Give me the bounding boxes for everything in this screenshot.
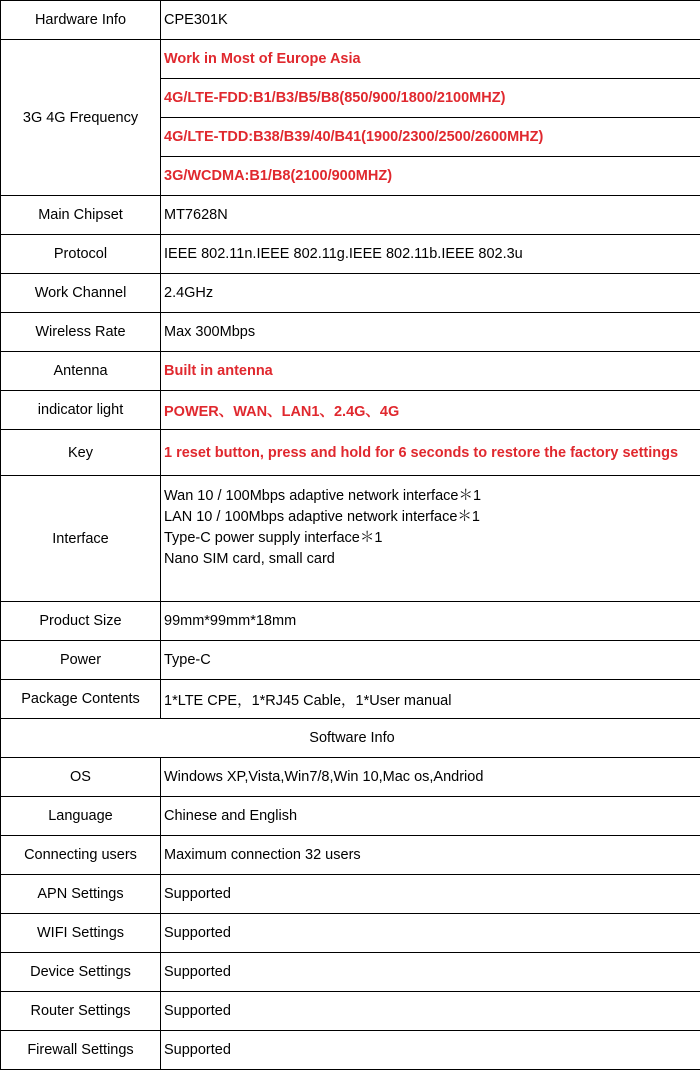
antenna-value: Built in antenna (161, 352, 700, 391)
product-size-label: Product Size (1, 602, 161, 641)
firewall-settings-label: Firewall Settings (1, 1031, 161, 1070)
connecting-users-label: Connecting users (1, 836, 161, 875)
indicator-light-label: indicator light (1, 391, 161, 430)
row-language (1, 797, 700, 836)
antenna-label: Antenna (1, 352, 161, 391)
work-channel-label: Work Channel (1, 274, 161, 313)
row-antenna (1, 352, 700, 391)
apn-settings-label: APN Settings (1, 875, 161, 914)
row-software-info (1, 719, 700, 758)
power-label: Power (1, 641, 161, 680)
router-settings-label: Router Settings (1, 992, 161, 1031)
row-hardware-info (1, 1, 700, 40)
apn-settings-value: Supported (161, 875, 700, 914)
frequency-line-fdd: 4G/LTE-FDD:B1/B3/B5/B8(850/900/1800/2100MHZ) (161, 79, 700, 118)
row-firewall-settings (1, 1031, 700, 1070)
power-value: Type-C (161, 641, 700, 680)
row-interface (1, 476, 700, 602)
row-frequency (1, 40, 700, 79)
wireless-rate-label: Wireless Rate (1, 313, 161, 352)
row-wifi-settings (1, 914, 700, 953)
interface-value (161, 476, 700, 602)
row-wireless-rate (1, 313, 700, 352)
row-main-chipset (1, 196, 700, 235)
connecting-users-value: Maximum connection 32 users (161, 836, 700, 875)
row-package-contents (1, 680, 700, 719)
row-key (1, 430, 700, 476)
protocol-label: Protocol (1, 235, 161, 274)
frequency-line-wcdma: 3G/WCDMA:B1/B8(2100/900MHZ) (161, 157, 700, 196)
row-product-size (1, 602, 700, 641)
frequency-label: 3G 4G Frequency (1, 40, 161, 196)
os-value: Windows XP,Vista,Win7/8,Win 10,Mac os,Andriod (161, 758, 700, 797)
main-chipset-value: MT7628N (161, 196, 700, 235)
software-info-heading: Software Info (1, 719, 700, 758)
row-connecting-users (1, 836, 700, 875)
indicator-light-value: POWER、WAN、LAN1、2.4G、4G (161, 391, 700, 430)
router-settings-value: Supported (161, 992, 700, 1031)
firewall-settings-value: Supported (161, 1031, 700, 1070)
row-device-settings (1, 953, 700, 992)
hardware-info-value: CPE301K (161, 1, 700, 40)
row-apn-settings (1, 875, 700, 914)
product-size-value: 99mm*99mm*18mm (161, 602, 700, 641)
row-protocol (1, 235, 700, 274)
frequency-line-tdd: 4G/LTE-TDD:B38/B39/40/B41(1900/2300/2500/2600MHZ) (161, 118, 700, 157)
wifi-settings-label: WIFI Settings (1, 914, 161, 953)
interface-label: Interface (1, 476, 161, 602)
interface-line-wan: Wan 10 / 100Mbps adaptive network interface＊1 (164, 487, 482, 504)
work-channel-value: 2.4GHz (161, 274, 700, 313)
key-value: 1 reset button, press and hold for 6 seconds to restore the factory settings (161, 430, 700, 476)
language-label: Language (1, 797, 161, 836)
row-router-settings (1, 992, 700, 1031)
package-contents-value: 1*LTE CPE，1*RJ45 Cable，1*User manual (161, 680, 700, 719)
device-settings-label: Device Settings (1, 953, 161, 992)
row-os (1, 758, 700, 797)
device-settings-value: Supported (161, 953, 700, 992)
wifi-settings-value: Supported (161, 914, 700, 953)
os-label: OS (1, 758, 161, 797)
interface-line-lan: LAN 10 / 100Mbps adaptive network interface＊1 (164, 508, 480, 525)
row-indicator-light (1, 391, 700, 430)
hardware-info-label: Hardware Info (1, 1, 161, 40)
protocol-value: IEEE 802.11n.IEEE 802.11g.IEEE 802.11b.IEEE 802.3u (161, 235, 700, 274)
interface-line-sim: Nano SIM card, small card (164, 550, 335, 567)
row-work-channel (1, 274, 700, 313)
language-value: Chinese and English (161, 797, 700, 836)
interface-line-typec: Type-C power supply interface＊1 (164, 529, 383, 546)
key-label: Key (1, 430, 161, 476)
frequency-line-region: Work in Most of Europe Asia (161, 40, 700, 79)
main-chipset-label: Main Chipset (1, 196, 161, 235)
package-contents-label: Package Contents (1, 680, 161, 719)
wireless-rate-value: Max 300Mbps (161, 313, 700, 352)
row-power (1, 641, 700, 680)
